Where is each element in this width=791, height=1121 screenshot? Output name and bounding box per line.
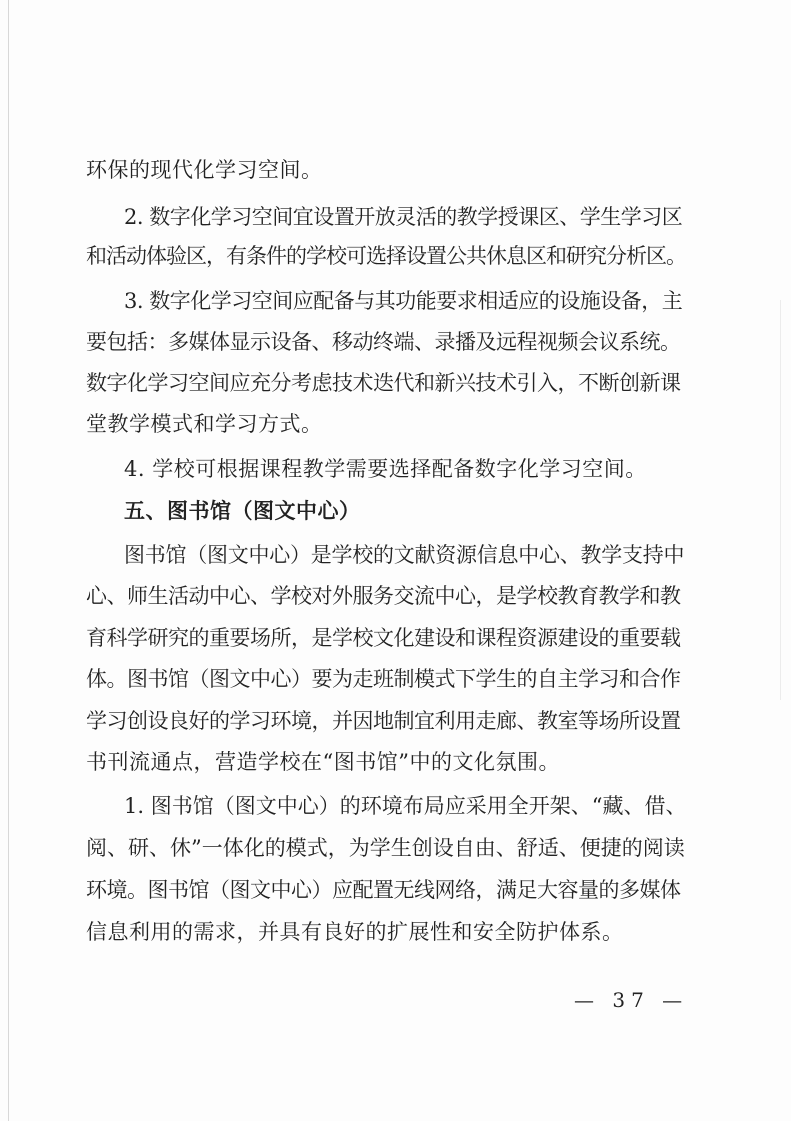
- body-line: 数字化学习空间应充分考虑技术迭代和新兴技术引入，不断创新课: [86, 371, 681, 395]
- body-line: 环境。图书馆（图文中心）应配置无线网络，满足大容量的多媒体: [86, 878, 681, 902]
- body-line: 堂教学模式和学习方式。: [86, 412, 323, 436]
- body-line: 2. 数字化学习空间宜设置开放灵活的教学授课区、学生学习区: [124, 205, 683, 229]
- body-line: 书刊流通点，营造学校在“图书馆”中的文化氛围。: [86, 750, 560, 774]
- body-line: 和活动体验区，有条件的学校可选择设置公共休息区和研究分析区。: [86, 244, 686, 268]
- section-heading: 五、图书馆（图文中心）: [124, 499, 361, 523]
- body-line: 育科学研究的重要场所，是学校文化建设和课程资源建设的重要载: [86, 626, 681, 650]
- body-line: 1. 图书馆（图文中心）的环境布局应采用全开架、“藏、借、: [124, 794, 687, 818]
- page-number: — 37 —: [574, 988, 689, 1012]
- body-line: 4. 学校可根据课程教学需要选择配备数字化学习空间。: [124, 457, 647, 481]
- body-line: 要包括：多媒体显示设备、移动终端、录播及远程视频会议系统。: [86, 330, 681, 354]
- scan-edge: [8, 0, 9, 1121]
- scan-edge: [780, 300, 781, 700]
- body-line: 环保的现代化学习空间。: [86, 158, 323, 182]
- body-line: 心、师生活动中心、学校对外服务交流中心，是学校教育教学和教: [86, 584, 681, 608]
- body-line: 3. 数字化学习空间应配备与其功能要求相适应的设施设备，主: [124, 289, 683, 313]
- body-line: 体。图书馆（图文中心）要为走班制模式下学生的自主学习和合作: [86, 667, 681, 691]
- body-line: 图书馆（图文中心）是学校的文献资源信息中心、教学支持中: [124, 543, 685, 567]
- body-line: 信息利用的需求，并具有良好的扩展性和安全防护体系。: [86, 920, 624, 944]
- body-line: 阅、研、休”一体化的模式，为学生创设自由、舒适、便捷的阅读: [86, 836, 685, 860]
- body-line: 学习创设良好的学习环境，并因地制宜利用走廊、教室等场所设置: [86, 709, 681, 733]
